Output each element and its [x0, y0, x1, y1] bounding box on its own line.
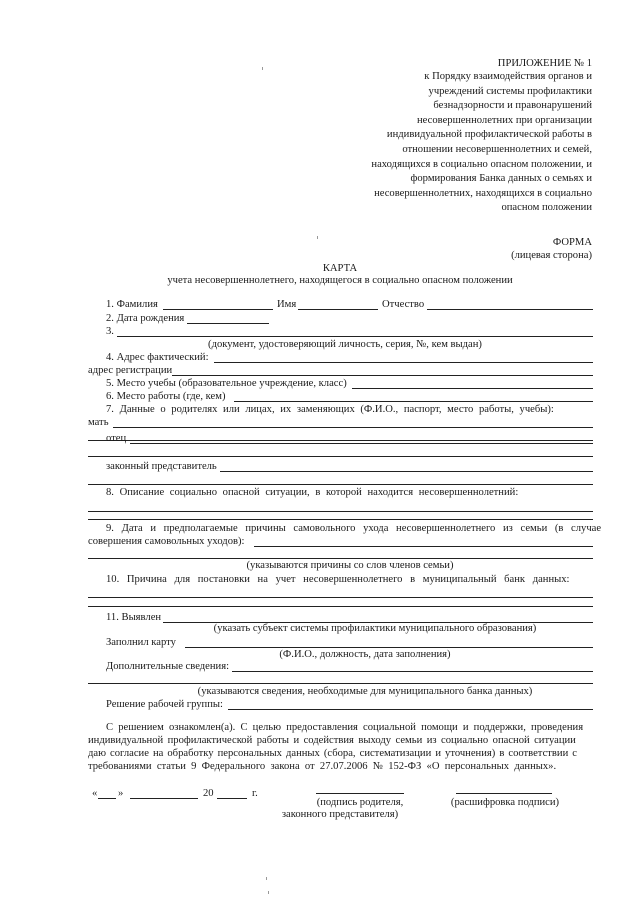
appendix-line: формирования Банка данных о семьях и: [410, 173, 592, 185]
legal-rep-field[interactable]: [220, 471, 593, 472]
decoding-hint: (расшифровка подписи): [450, 797, 560, 808]
card-subtitle: учета несовершеннолетнего, находящегося в социально опасном положении: [167, 275, 513, 286]
father-field[interactable]: [130, 443, 593, 444]
work-place-label: 6. Место работы (где, кем): [106, 391, 226, 402]
year-prefix: 20: [203, 788, 214, 799]
appendix-line: опасном положении: [501, 202, 592, 214]
birth-date-label: 2. Дата рождения: [106, 313, 185, 324]
appendix-line: отношении несовершеннолетних и семей,: [402, 144, 592, 155]
date-year-field[interactable]: [217, 798, 247, 799]
runaway-hint: (указываются причины со слов членов семьи): [246, 560, 454, 571]
runaway-label-2: совершения самовольных уходов):: [88, 536, 245, 547]
scan-speck: [262, 67, 263, 70]
actual-address-label: 4. Адрес фактический:: [106, 352, 209, 363]
parents-label: 7. Данные о родителях или лицах, их заменяющих (Ф.И.О., паспорт, место работы, учебы):: [106, 404, 554, 415]
date-open-quote: «: [92, 788, 98, 799]
appendix-line: к Порядку взаимодействия органов и: [424, 71, 592, 82]
runaway-label-1: 9. Дата и предполагаемые причины самовольного ухода несовершеннолетнего из семьи (в случае: [106, 523, 602, 534]
consent-line-4: требованиями статьи 9 Федерального закона от 27.07.2006 № 152-ФЗ «О персональных данных».: [88, 761, 557, 772]
date-month-field[interactable]: [130, 798, 198, 799]
year-suffix: г.: [252, 788, 258, 799]
document-hint: (документ, удостоверяющий личность, серия, №, кем выдан): [208, 339, 482, 350]
reg-address-label: адрес регистрации: [88, 365, 173, 376]
scan-speck: [268, 891, 269, 894]
appendix-line: несовершеннолетних, находящихся в социально: [374, 187, 592, 199]
consent-line-2: индивидуальной профилактической работы и содействия выходу семьи из социально опасной ситуации: [88, 735, 576, 746]
date-close-quote: »: [118, 788, 124, 799]
patronymic-field[interactable]: [427, 309, 593, 310]
scan-speck: [266, 877, 267, 880]
additional-hint: (указываются сведения, необходимые для муниципального банка данных): [197, 686, 533, 697]
situation-field-1[interactable]: [88, 511, 593, 512]
additional-field-2[interactable]: [88, 683, 593, 684]
scan-speck: [317, 236, 318, 239]
appendix-line: находящихся в социально опасном положении, и: [371, 158, 592, 170]
mother-label: мать: [88, 417, 109, 428]
appendix-line: безнадзорности и правонарушений: [433, 100, 592, 112]
filled-by-hint: (Ф.И.О., должность, дата заполнения): [279, 649, 451, 660]
name-field[interactable]: [298, 309, 378, 310]
additional-label: Дополнительные сведения:: [106, 661, 230, 672]
additional-field-1[interactable]: [232, 671, 593, 672]
work-place-field[interactable]: [234, 401, 593, 402]
situation-field-2[interactable]: [88, 519, 593, 520]
mother-field[interactable]: [113, 427, 593, 428]
identified-hint: (указать субъект системы профилактики муниципального образования): [213, 623, 537, 634]
side-label: (лицевая сторона): [511, 250, 592, 261]
patronymic-label: Отчество: [382, 299, 425, 310]
appendix-line: учреждений системы профилактики: [428, 85, 592, 97]
parent-signature-field[interactable]: [316, 793, 404, 794]
parent-signature-hint-1: (подпись родителя,: [316, 797, 404, 808]
consent-line-3: даю согласие на обработку персональных данных (сбора, систематизации и уточнения) в соответствии с: [88, 748, 577, 759]
item3-label: 3.: [106, 326, 114, 337]
study-place-label: 5. Место учебы (образовательное учреждение, класс): [106, 378, 347, 389]
study-place-field[interactable]: [352, 388, 593, 389]
surname-label: 1. Фамилия: [106, 299, 158, 310]
decision-label: Решение рабочей группы:: [106, 699, 223, 710]
mother-field-2[interactable]: [88, 440, 593, 441]
consent-line-1: С решением ознакомлен(а). С целью предоставления социальной помощи и поддержки, проведения: [106, 722, 584, 733]
reason-field-2[interactable]: [88, 606, 593, 607]
reason-label: 10. Причина для постановки на учет несовершеннолетнего в муниципальный банк данных:: [106, 574, 570, 585]
name-label: Имя: [277, 299, 297, 310]
actual-address-field[interactable]: [214, 362, 593, 363]
appendix-title: ПРИЛОЖЕНИЕ № 1: [497, 58, 592, 69]
appendix-line: несовершеннолетних при организации: [417, 114, 592, 126]
appendix-line: индивидуальной профилактической работы в: [386, 129, 592, 141]
document-field[interactable]: [117, 336, 593, 337]
legal-rep-field-2[interactable]: [88, 484, 593, 485]
reason-field-1[interactable]: [88, 597, 593, 598]
decoding-field[interactable]: [456, 793, 552, 794]
parent-signature-hint-2: законного представителя): [281, 809, 399, 820]
birth-date-field[interactable]: [187, 323, 269, 324]
reg-address-field[interactable]: [172, 375, 593, 376]
filled-by-label: Заполнил карту: [106, 637, 176, 648]
identified-label: 11. Выявлен: [106, 612, 162, 623]
father-label: отец: [106, 433, 127, 444]
surname-field[interactable]: [163, 309, 273, 310]
card-title: КАРТА: [322, 263, 358, 274]
father-field-2[interactable]: [88, 456, 593, 457]
runaway-field-1[interactable]: [254, 546, 593, 547]
legal-rep-label: законный представитель: [106, 461, 217, 472]
decision-field[interactable]: [228, 709, 593, 710]
form-label: ФОРМА: [552, 237, 592, 248]
situation-label: 8. Описание социально опасной ситуации, в которой находится несовершеннолетний:: [106, 487, 519, 498]
date-day-field[interactable]: [98, 798, 116, 799]
